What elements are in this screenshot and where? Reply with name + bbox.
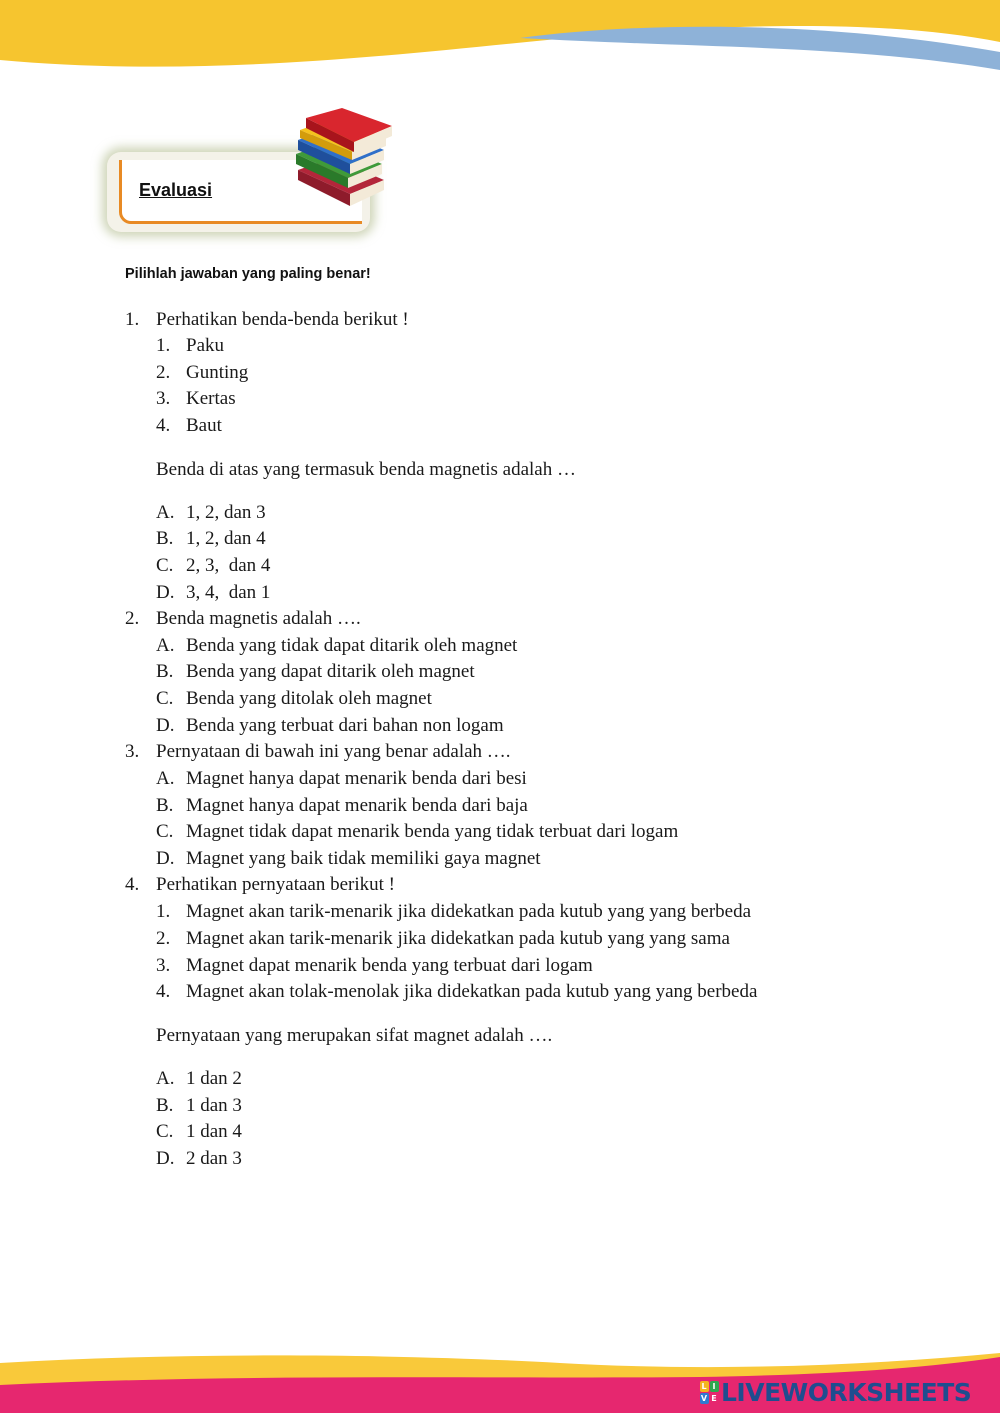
- list-item-number: 2.: [156, 362, 171, 383]
- list-item-number: 3.: [156, 388, 171, 409]
- list-item-number: 4.: [156, 415, 171, 436]
- option-letter[interactable]: B.: [156, 795, 174, 816]
- list-item: Magnet akan tarik-menarik jika didekatkan pada kutub yang yang sama: [186, 928, 730, 949]
- list-item: Gunting: [186, 362, 249, 383]
- answer-option[interactable]: Benda yang dapat ditarik oleh magnet: [186, 661, 475, 682]
- top-wave-decoration: [0, 0, 1000, 80]
- answer-option[interactable]: 1, 2, dan 4: [186, 528, 266, 549]
- answer-option[interactable]: Magnet hanya dapat menarik benda dari baja: [186, 795, 528, 816]
- answer-option[interactable]: 1 dan 2: [186, 1068, 242, 1089]
- answer-option[interactable]: 1, 2, dan 3: [186, 502, 266, 523]
- list-item: Magnet akan tarik-menarik jika didekatkan pada kutub yang yang berbeda: [186, 901, 752, 922]
- question-text: Pernyataan di bawah ini yang benar adalah ….: [156, 741, 511, 762]
- question-number: 3.: [125, 741, 140, 762]
- option-letter[interactable]: C.: [156, 821, 174, 842]
- question-number: 2.: [125, 608, 140, 629]
- answer-option[interactable]: Benda yang ditolak oleh magnet: [186, 688, 432, 709]
- option-letter[interactable]: C.: [156, 688, 174, 709]
- question-text: Perhatikan benda-benda berikut !: [156, 309, 409, 330]
- books-stack-icon: [292, 108, 396, 213]
- option-letter[interactable]: C.: [156, 1121, 174, 1142]
- answer-option[interactable]: 2, 3, dan 4: [186, 555, 271, 576]
- option-letter[interactable]: A.: [156, 1068, 175, 1089]
- option-letter[interactable]: A.: [156, 768, 175, 789]
- option-letter[interactable]: D.: [156, 582, 175, 603]
- list-item-number: 2.: [156, 928, 171, 949]
- answer-option[interactable]: Benda yang terbuat dari bahan non logam: [186, 715, 504, 736]
- answer-option[interactable]: Magnet hanya dapat menarik benda dari besi: [186, 768, 527, 789]
- question-number: 1.: [125, 309, 140, 330]
- question-prompt: Benda di atas yang termasuk benda magnetis adalah …: [156, 459, 576, 480]
- liveworksheets-logo-text: LIVEWORKSHEETS: [721, 1378, 972, 1407]
- list-item: Baut: [186, 415, 222, 436]
- option-letter[interactable]: D.: [156, 848, 175, 869]
- list-item: Kertas: [186, 388, 236, 409]
- question-text: Benda magnetis adalah ….: [156, 608, 361, 629]
- option-letter[interactable]: C.: [156, 555, 174, 576]
- option-letter[interactable]: B.: [156, 528, 174, 549]
- option-letter[interactable]: A.: [156, 502, 175, 523]
- question-text: Perhatikan pernyataan berikut !: [156, 874, 395, 895]
- answer-option[interactable]: 1 dan 4: [186, 1121, 242, 1142]
- option-letter[interactable]: B.: [156, 661, 174, 682]
- option-letter[interactable]: D.: [156, 715, 175, 736]
- answer-option[interactable]: 2 dan 3: [186, 1148, 242, 1169]
- answer-option[interactable]: 3, 4, dan 1: [186, 582, 271, 603]
- list-item: Magnet dapat menarik benda yang terbuat dari logam: [186, 955, 593, 976]
- liveworksheets-logo-mark: L I V E: [700, 1381, 717, 1403]
- list-item-number: 1.: [156, 901, 171, 922]
- list-item-number: 3.: [156, 955, 171, 976]
- option-letter[interactable]: D.: [156, 1148, 175, 1169]
- answer-option[interactable]: Magnet yang baik tidak memiliki gaya magnet: [186, 848, 541, 869]
- answer-option[interactable]: 1 dan 3: [186, 1095, 242, 1116]
- instruction-text: Pilihlah jawaban yang paling benar!: [125, 266, 371, 282]
- page-title: Evaluasi: [139, 180, 213, 200]
- question-number: 4.: [125, 874, 140, 895]
- answer-option[interactable]: Benda yang tidak dapat ditarik oleh magnet: [186, 635, 518, 656]
- answer-option[interactable]: Magnet tidak dapat menarik benda yang tidak terbuat dari logam: [186, 821, 679, 842]
- list-item: Magnet akan tolak-menolak jika didekatkan pada kutub yang yang berbeda: [186, 981, 758, 1002]
- question-prompt: Pernyataan yang merupakan sifat magnet adalah ….: [156, 1025, 553, 1046]
- list-item-number: 1.: [156, 335, 171, 356]
- list-item-number: 4.: [156, 981, 171, 1002]
- option-letter[interactable]: B.: [156, 1095, 174, 1116]
- option-letter[interactable]: A.: [156, 635, 175, 656]
- list-item: Paku: [186, 335, 224, 356]
